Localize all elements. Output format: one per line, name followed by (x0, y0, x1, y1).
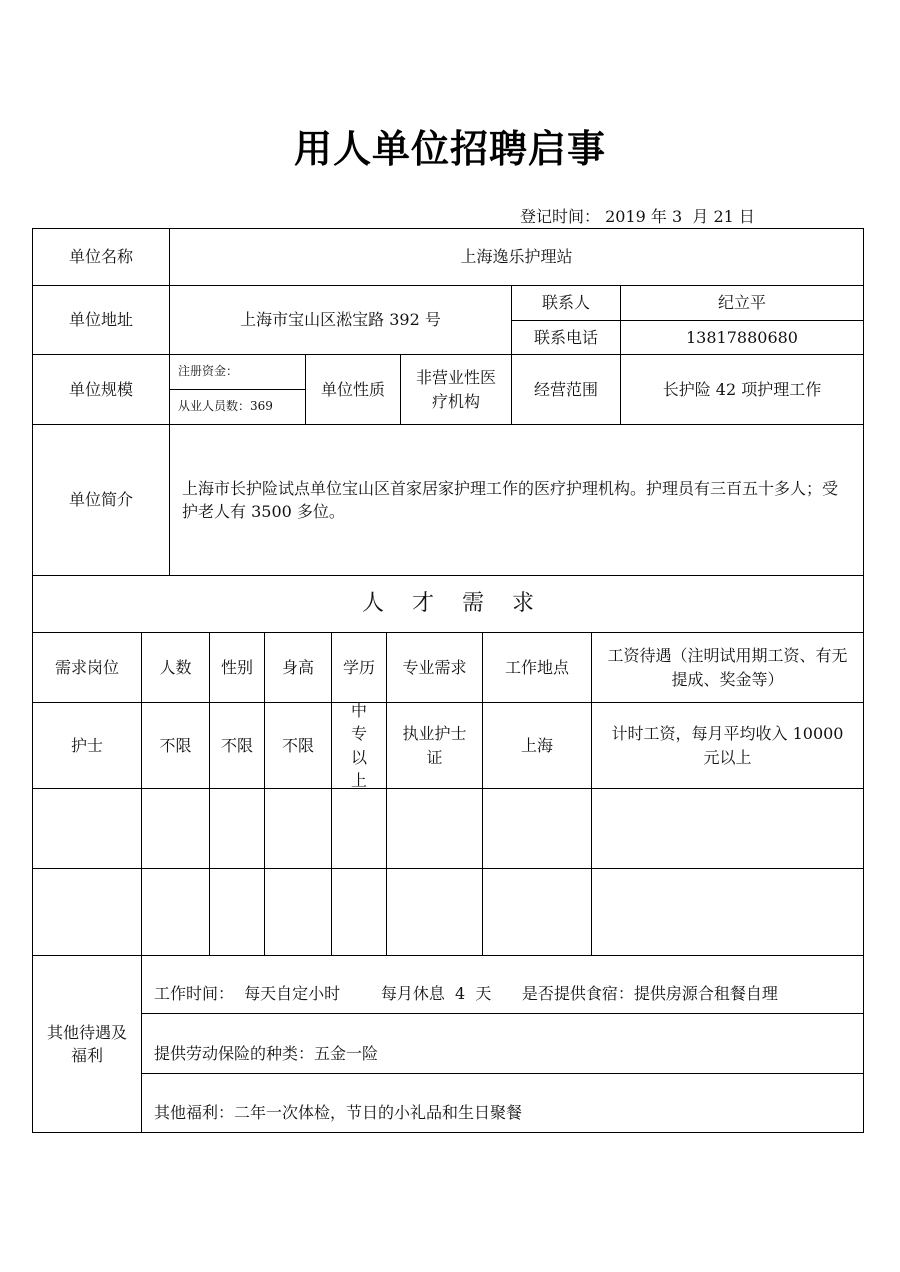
row2-height (264, 788, 332, 869)
company-name-label: 单位名称 (32, 228, 170, 286)
header-position: 需求岗位 (32, 632, 142, 703)
header-height: 身高 (264, 632, 332, 703)
phone-label: 联系电话 (511, 320, 621, 355)
scope-label: 经营范围 (511, 354, 621, 425)
row1-major: 执业护士证 (386, 702, 483, 789)
benefits-work-time: 工作时间： 每天自定小时 每月休息 4 天 是否提供食宿：提供房源合租餐自理 (141, 955, 864, 1014)
row3-education (331, 868, 387, 956)
nature-label: 单位性质 (305, 354, 401, 425)
row3-salary (591, 868, 864, 956)
benefits-label: 其他待遇及福利 (32, 955, 142, 1133)
row3-count (141, 868, 210, 956)
header-gender: 性别 (209, 632, 265, 703)
header-salary: 工资待遇（注明试用期工资、有无提成、奖金等） (591, 632, 864, 703)
row1-height: 不限 (264, 702, 332, 789)
scale-label: 单位规模 (32, 354, 170, 425)
registration-date (520, 204, 755, 227)
row3-height (264, 868, 332, 956)
registration-label: 登记时间： (520, 207, 601, 226)
header-count: 人数 (141, 632, 210, 703)
nature-value: 非营业性医疗机构 (400, 354, 512, 425)
capital-label: 注册资金： (169, 354, 306, 390)
row2-location (482, 788, 592, 869)
address-value: 上海市宝山区淞宝路 392 号 (169, 285, 512, 355)
header-location: 工作地点 (482, 632, 592, 703)
row2-count (141, 788, 210, 869)
row1-gender: 不限 (209, 702, 265, 789)
row2-education (331, 788, 387, 869)
header-major: 专业需求 (386, 632, 483, 703)
employees-label: 从业人员数：369 (169, 389, 306, 425)
demand-section-title: 人 才 需 求 (32, 575, 864, 633)
benefits-insurance: 提供劳动保险的种类：五金一险 (141, 1013, 864, 1074)
company-name: 上海逸乐护理站 (169, 228, 864, 286)
benefits-other: 其他福利：二年一次体检，节日的小礼品和生日聚餐 (141, 1073, 864, 1133)
intro-label: 单位简介 (32, 424, 170, 576)
contact-label: 联系人 (511, 285, 621, 321)
row2-salary (591, 788, 864, 869)
contact-value: 纪立平 (620, 285, 864, 321)
row1-education: 中专以上 (331, 702, 387, 789)
row3-gender (209, 868, 265, 956)
row2-gender (209, 788, 265, 869)
row2-major (386, 788, 483, 869)
address-label: 单位地址 (32, 285, 170, 355)
row1-position: 护士 (32, 702, 142, 789)
intro-value: 上海市长护险试点单位宝山区首家居家护理工作的医疗护理机构。护理员有三百五十多人；受护老人有 3500 多位。 (169, 424, 864, 576)
row3-major (386, 868, 483, 956)
header-education: 学历 (331, 632, 387, 703)
scope-value: 长护险 42 项护理工作 (620, 354, 864, 425)
row1-salary: 计时工资，每月平均收入 10000 元以上 (591, 702, 864, 789)
row1-count: 不限 (141, 702, 210, 789)
page-title: 用人单位招聘启事 (293, 127, 606, 171)
row3-position (32, 868, 142, 956)
row3-location (482, 868, 592, 956)
registration-value: 2019 年 3 月 21 日 (605, 207, 755, 226)
row2-position (32, 788, 142, 869)
row1-location: 上海 (482, 702, 592, 789)
phone-value: 13817880680 (620, 320, 864, 355)
